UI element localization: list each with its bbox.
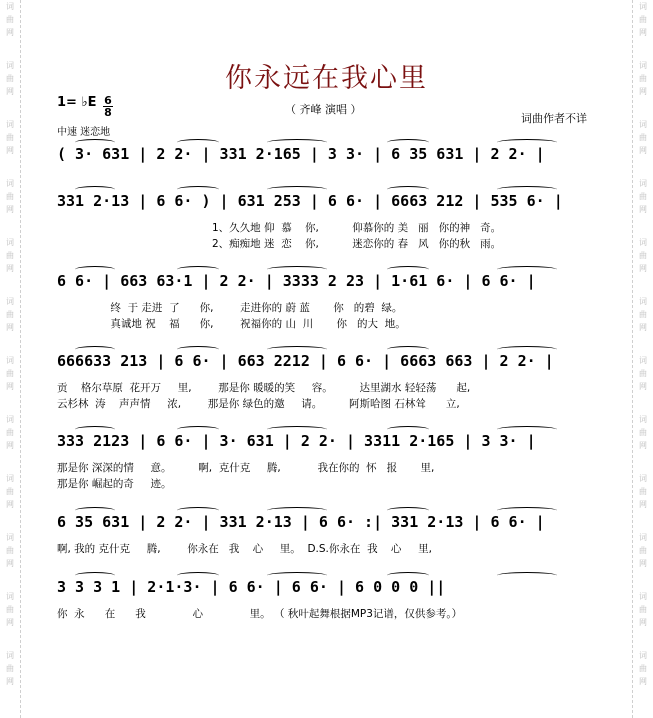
slur-arc [177,346,219,353]
watermark-char: 网 [639,441,647,450]
watermark-char: 网 [639,146,647,155]
watermark-char: 曲 [639,192,647,201]
watermark-char: 词 [639,2,647,11]
watermark-char: 网 [639,559,647,568]
slur-arc [267,266,327,273]
slur-arc [75,426,115,433]
slur-arc [177,186,219,193]
slur-arc [387,507,429,514]
watermark-char: 网 [639,87,647,96]
slur-arc [497,139,557,146]
notation-line: 6 35 631 | 2 2· | 331 2·13 | 6 6· :| 331 2·13 | 6 6· | [57,513,545,531]
watermark-char: 曲 [639,74,647,83]
watermark-char: 曲 [639,605,647,614]
time-signature [103,95,113,118]
slur-arc [387,572,429,579]
watermark-char: 网 [639,677,647,686]
watermark-char: 曲 [639,546,647,555]
watermark-char: 曲 [639,15,647,24]
watermark-char: 词 [639,120,647,129]
watermark-char: 网 [639,264,647,273]
notation-line: 333 2123 | 6 6· | 3· 631 | 2 2· | 3311 2·165 | 3 3· | [57,432,536,450]
watermark-char: 词 [639,533,647,542]
watermark-char: 网 [639,28,647,37]
song-title: 你永远在我心里 [225,63,428,94]
watermark-char: 曲 [6,546,14,555]
slur-arc [387,426,429,433]
watermark-char: 网 [6,559,14,568]
notation-line: 3 3 3 1 | 2·1·3· | 6 6· | 6 6· | 6 0 0 0 || [57,578,446,596]
slur-arc [267,572,327,579]
watermark-char: 词 [6,474,14,483]
slur-arc [267,346,327,353]
slur-arc [497,572,557,579]
slur-arc [387,186,429,193]
slur-arc [497,426,557,433]
tempo-marking: 中速 迷恋地 [57,127,111,138]
notation-line: 331 2·13 | 6 6· ) | 631 253 | 6 6· | 6663 212 | 535 6· | [57,192,563,210]
lyric-line: 那是你 深深的情 意。 啊, 克什克 腾, 我在你的 怀 报 里, [57,462,435,474]
slur-arc [177,572,219,579]
slur-arc [177,507,219,514]
watermark-char: 网 [6,382,14,391]
watermark-char: 词 [6,533,14,542]
watermark-char: 网 [6,618,14,627]
watermark-char: 网 [6,441,14,450]
watermark-char: 词 [639,651,647,660]
watermark-char: 网 [639,323,647,332]
watermark-char: 网 [6,500,14,509]
slur-arc [387,346,429,353]
watermark-char: 曲 [6,192,14,201]
watermark-char: 网 [6,205,14,214]
slur-arc [75,139,115,146]
slur-arc [497,346,557,353]
watermark-char: 曲 [639,251,647,260]
watermark-char: 曲 [639,428,647,437]
watermark-char: 词 [6,2,14,11]
watermark-char: 曲 [639,369,647,378]
slur-arc [75,266,115,273]
watermark-char: 曲 [6,133,14,142]
watermark-right [636,0,650,718]
lyric-line: 你 永 在 我 心 里。 （ 秋叶起舞根据MP3记谱，仅供参考。） [57,608,463,620]
slur-arc [267,426,327,433]
lyric-line: 真诚地 祝 福 你, 祝福你的 山 川 你 的大 地。 [57,318,406,330]
watermark-char: 词 [639,474,647,483]
composer-credit: 词曲作者不详 [521,112,587,125]
watermark-char: 网 [639,500,647,509]
watermark-char: 词 [6,120,14,129]
watermark-char: 网 [6,264,14,273]
slur-arc [267,139,327,146]
watermark-char: 网 [6,677,14,686]
watermark-char: 曲 [639,487,647,496]
watermark-char: 词 [639,415,647,424]
slur-arc [177,266,219,273]
slur-arc [387,266,429,273]
watermark-char: 曲 [6,74,14,83]
slur-arc [75,186,115,193]
slur-arc [267,507,327,514]
key-signature: 1= ♭E [57,95,97,110]
slur-arc [75,346,115,353]
watermark-char: 词 [639,356,647,365]
watermark-left [3,0,17,718]
watermark-char: 词 [6,179,14,188]
watermark-char: 词 [639,297,647,306]
slur-arc [497,507,557,514]
lyric-line: 2、痴痴地 迷 恋 你, 迷恋你的 春 风 你的秋 雨。 [212,238,502,250]
singer-credit: （ 齐峰 演唱 ） [285,103,362,116]
slur-arc [177,139,219,146]
watermark-char: 曲 [639,133,647,142]
slur-arc [497,266,557,273]
slur-arc [177,426,219,433]
notation-line: 6 6· | 663 63·1 | 2 2· | 3333 2 23 | 1·61 6· | 6 6· | [57,272,536,290]
slur-arc [75,572,115,579]
lyric-line: 终 于 走进 了 你, 走进你的 蔚 蓝 你 的碧 绿。 [57,302,403,314]
watermark-char: 曲 [6,487,14,496]
watermark-char: 网 [639,618,647,627]
watermark-char: 网 [639,382,647,391]
watermark-char: 曲 [6,605,14,614]
watermark-char: 曲 [6,428,14,437]
lyric-line: 云杉林 涛 声声情 浓, 那是你 绿色的邀 请。 阿斯哈图 石林耸 立, [57,398,460,410]
watermark-char: 曲 [6,310,14,319]
watermark-char: 词 [6,356,14,365]
notation-line: 666633 213 | 6 6· | 663 2212 | 6 6· | 6663 663 | 2 2· | [57,352,554,370]
watermark-char: 词 [639,592,647,601]
watermark-char: 词 [6,592,14,601]
right-border [632,0,633,718]
watermark-char: 词 [6,651,14,660]
watermark-char: 曲 [639,310,647,319]
slur-arc [75,507,115,514]
slur-arc [387,139,429,146]
notation-line: ( 3· 631 | 2 2· | 331 2·165 | 3 3· | 6 35 631 | 2 2· | [57,145,545,163]
watermark-char: 词 [6,297,14,306]
watermark-char: 词 [6,61,14,70]
watermark-char: 词 [639,61,647,70]
meter-top: 6 [104,94,112,107]
watermark-char: 曲 [6,664,14,673]
watermark-char: 词 [639,179,647,188]
watermark-char: 曲 [639,664,647,673]
watermark-char: 曲 [6,369,14,378]
meter-bottom: 8 [104,106,112,119]
watermark-char: 词 [6,415,14,424]
watermark-char: 网 [639,205,647,214]
watermark-char: 网 [6,323,14,332]
lyric-line: 啊, 我的 克什克 腾, 你永在 我 心 里。 D.S.你永在 我 心 里, [57,543,432,555]
left-border [20,0,21,718]
lyric-line: 那是你 崛起的奇 迹。 [57,478,172,490]
watermark-char: 网 [6,87,14,96]
slur-arc [267,186,327,193]
lyric-line: 贡 格尔草原 花开万 里, 那是你 暖暖的笑 容。 达里湖水 轻轻荡 起, [57,382,471,394]
lyric-line: 1、久久地 仰 慕 你, 仰慕你的 美 丽 你的神 奇。 [212,222,502,234]
watermark-char: 曲 [6,251,14,260]
watermark-char: 词 [639,238,647,247]
watermark-char: 词 [6,238,14,247]
slur-arc [497,186,557,193]
watermark-char: 网 [6,146,14,155]
watermark-char: 网 [6,28,14,37]
watermark-char: 曲 [6,15,14,24]
